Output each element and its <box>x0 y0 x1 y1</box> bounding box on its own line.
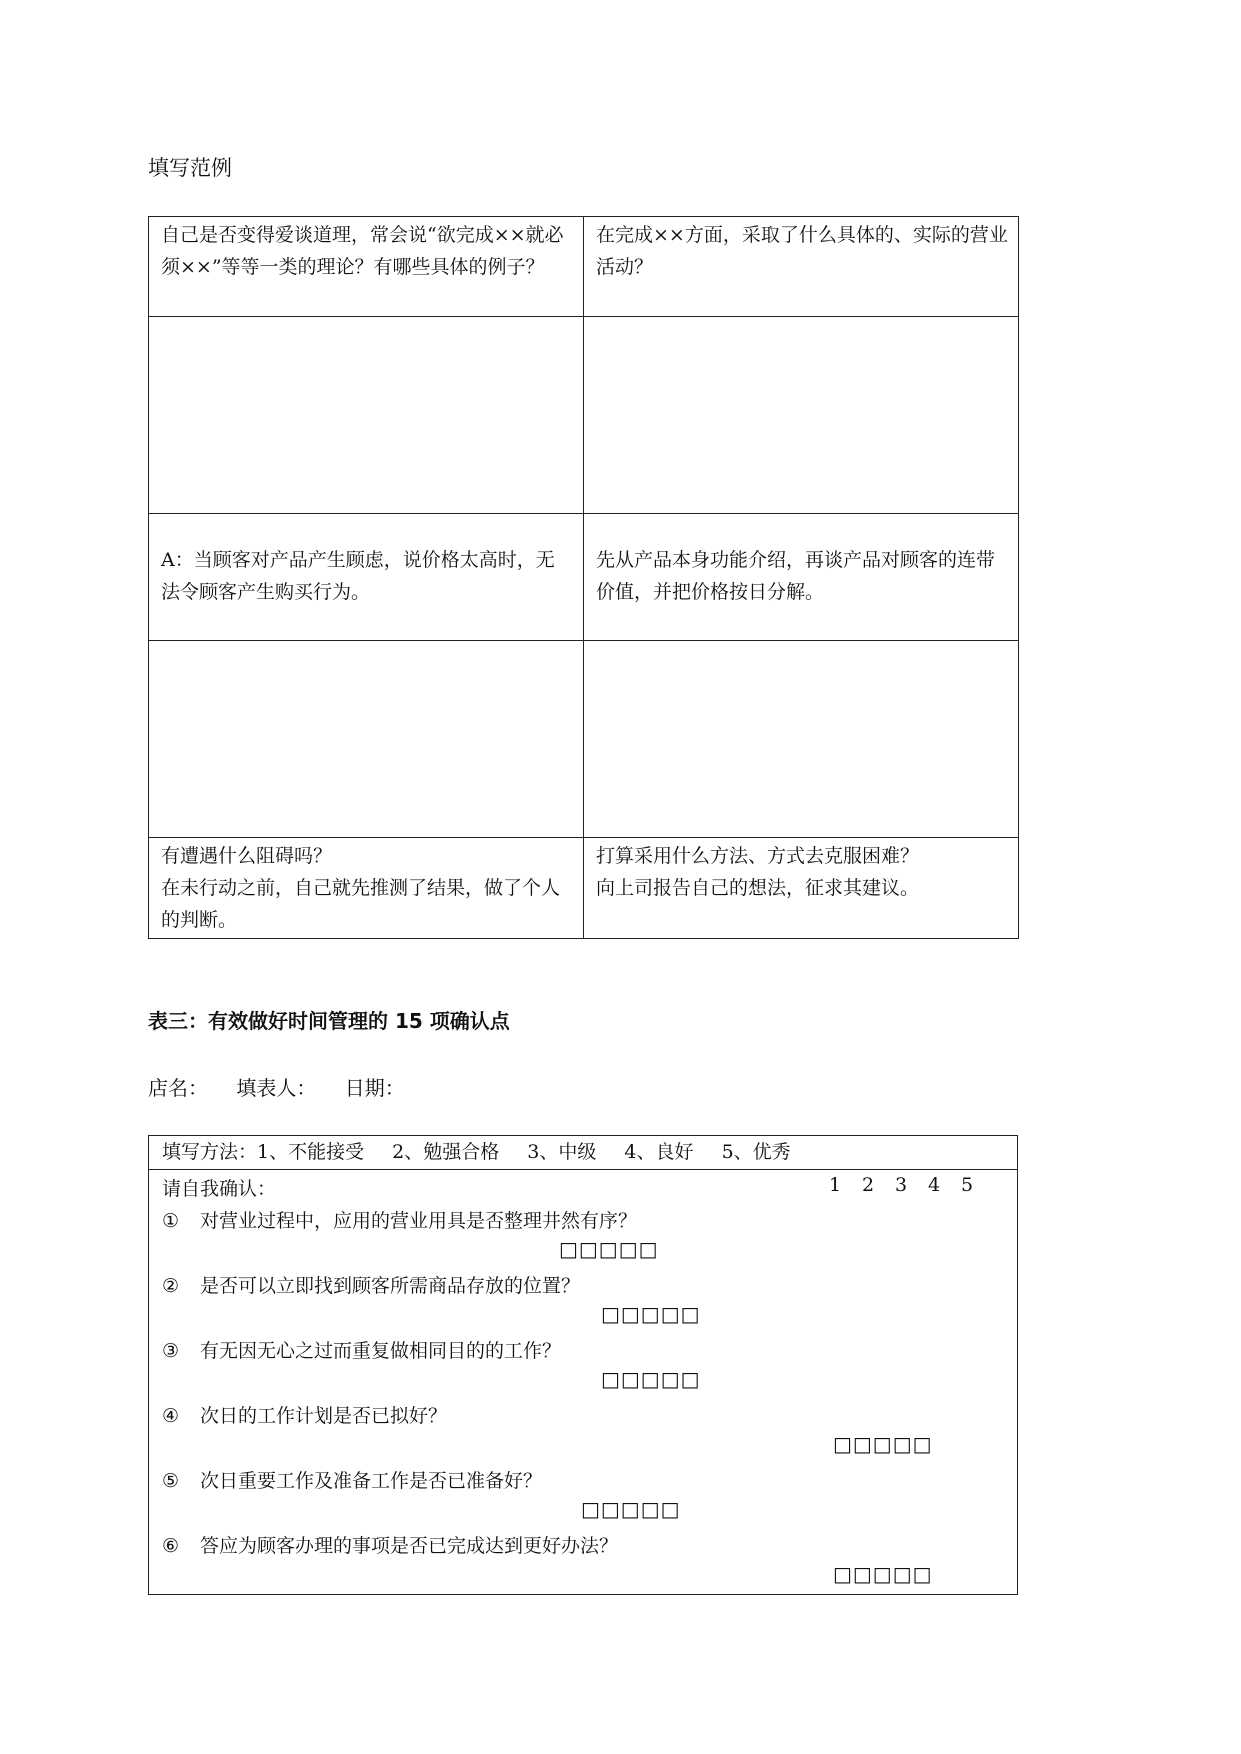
table-row <box>149 641 1019 838</box>
table3-title: 表三：有效做好时间管理的 15 项确认点 <box>148 1009 510 1033</box>
fill-method-text: 2、勉强合格 <box>392 1141 500 1163</box>
question-item <box>162 1206 637 1233</box>
question-number: ② <box>162 1275 180 1297</box>
question-item <box>162 1401 447 1428</box>
date-label: 日期： <box>344 1076 405 1100</box>
question-item <box>162 1531 618 1558</box>
scale-number: 3 <box>895 1174 908 1196</box>
cell-text: A：当顾客对产品产生顾虑，说价格太高时，无法令顾客产生购买行为。 <box>161 549 555 603</box>
store-label: 店名： <box>148 1076 208 1100</box>
fill-method-text: 5、优秀 <box>721 1141 791 1163</box>
question-number: ① <box>162 1210 180 1232</box>
rating-checkboxes[interactable]: □□□□□ <box>601 1302 701 1326</box>
question-number: ⑤ <box>162 1470 180 1492</box>
cell-text: 打算采用什么方法、方式去克服困难？ 向上司报告自己的想法，征求其建议。 <box>596 845 920 899</box>
scale-number: 4 <box>928 1174 941 1196</box>
table-cell <box>149 217 584 317</box>
table-cell <box>584 641 1019 838</box>
question-text: 对营业过程中，应用的营业用具是否整理井然有序？ <box>200 1210 638 1232</box>
question-number: ③ <box>162 1340 180 1362</box>
filler-label: 填表人： <box>236 1076 317 1100</box>
cell-text: 先从产品本身功能介绍，再谈产品对顾客的连带价值，并把价格按日分解。 <box>596 549 996 603</box>
fill-method-text: 填写方法：1、不能接受 <box>162 1141 365 1163</box>
rating-checkboxes[interactable]: □□□□□ <box>833 1562 933 1586</box>
table-cell <box>584 514 1019 641</box>
cell-text: 有遭遇什么阻碍吗？ 在未行动之前，自己就先推测了结果，做了个人的判断。 <box>161 845 561 931</box>
rating-checkboxes[interactable]: □□□□□ <box>581 1497 681 1521</box>
checklist-box <box>148 1135 1018 1595</box>
question-text: 有无因无心之过而重复做相同目的的工作？ <box>200 1340 562 1362</box>
fill-method-text: 4、良好 <box>624 1141 694 1163</box>
table-row <box>149 514 1019 641</box>
question-number: ⑥ <box>162 1535 180 1557</box>
scale-number: 1 <box>829 1174 842 1196</box>
table-cell <box>584 838 1019 939</box>
question-text: 次日的工作计划是否已拟好？ <box>200 1405 448 1427</box>
question-number: ④ <box>162 1405 180 1427</box>
scale-number: 2 <box>862 1174 875 1196</box>
question-text: 是否可以立即找到顾客所需商品存放的位置？ <box>200 1275 581 1297</box>
table-cell <box>149 514 584 641</box>
table-cell <box>584 217 1019 317</box>
scale-number: 5 <box>961 1174 974 1196</box>
self-check-label: 请自我确认： <box>162 1178 277 1200</box>
question-text: 答应为顾客办理的事项是否已完成达到更好办法？ <box>200 1535 619 1557</box>
table-cell <box>149 838 584 939</box>
form-meta <box>148 1072 427 1101</box>
table-cell <box>584 317 1019 514</box>
table-row <box>149 317 1019 514</box>
question-item <box>162 1336 561 1363</box>
table-row <box>149 217 1019 317</box>
table-cell <box>149 317 584 514</box>
section-label: 填写范例 <box>148 156 232 180</box>
rating-checkboxes[interactable]: □□□□□ <box>833 1432 933 1456</box>
question-item <box>162 1466 542 1493</box>
cell-text: 自己是否变得爱谈道理，常会说“欲完成××就必须××”等等一类的理论？有哪些具体的例子？ <box>161 224 564 278</box>
rating-checkboxes[interactable]: □□□□□ <box>601 1367 701 1391</box>
fill-method-text: 3、中级 <box>527 1141 597 1163</box>
fill-method-row <box>149 1136 1017 1170</box>
question-item <box>162 1271 580 1298</box>
rating-checkboxes[interactable]: □□□□□ <box>559 1237 659 1261</box>
table-row <box>149 838 1019 939</box>
table-cell <box>149 641 584 838</box>
question-text: 次日重要工作及准备工作是否已准备好？ <box>200 1470 543 1492</box>
example-table <box>148 216 1019 939</box>
cell-text: 在完成××方面，采取了什么具体的、实际的营业活动？ <box>596 224 1008 278</box>
rating-scale <box>829 1174 994 1196</box>
